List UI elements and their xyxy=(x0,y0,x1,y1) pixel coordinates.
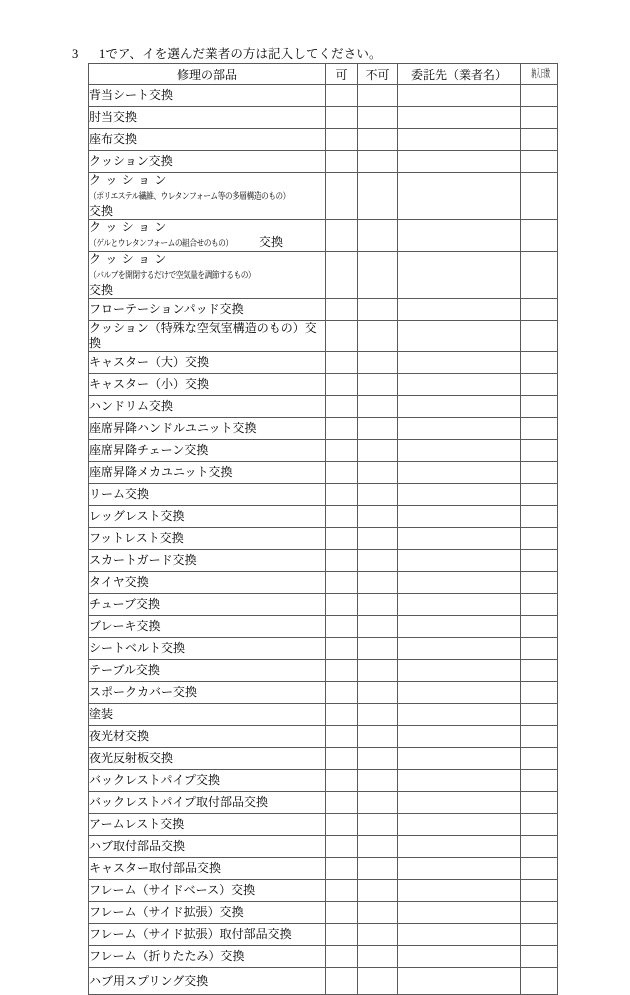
table-row xyxy=(89,858,558,880)
cell-ng[interactable] xyxy=(358,528,398,550)
cell-part-name: バックレストパイプ取付部品交換 xyxy=(89,792,326,814)
table-row xyxy=(89,107,558,129)
part-name-note: （バルブを開閉するだけで空気量を調節するもの） xyxy=(89,270,256,280)
cell-ok[interactable] xyxy=(326,638,358,660)
table-row xyxy=(89,396,558,418)
cell-days[interactable] xyxy=(521,704,558,726)
cell-ok[interactable] xyxy=(326,968,358,995)
cell-part-name: 肘当交換 xyxy=(89,107,326,129)
cell-ok[interactable] xyxy=(326,660,358,682)
cell-ng[interactable] xyxy=(358,321,398,352)
cell-ok[interactable] xyxy=(326,299,358,321)
cell-ng[interactable] xyxy=(358,418,398,440)
cell-ok[interactable] xyxy=(326,726,358,748)
cell-days[interactable] xyxy=(521,321,558,352)
section-heading xyxy=(72,47,382,62)
cell-part-name xyxy=(89,252,326,299)
cell-ng[interactable] xyxy=(358,572,398,594)
cell-days[interactable] xyxy=(521,880,558,902)
cell-ok[interactable] xyxy=(326,173,358,220)
cell-vendor[interactable] xyxy=(398,462,521,484)
cell-days[interactable] xyxy=(521,792,558,814)
cell-ok[interactable] xyxy=(326,550,358,572)
table-row xyxy=(89,252,558,299)
cell-part-name: アームレスト交換 xyxy=(89,814,326,836)
cell-vendor[interactable] xyxy=(398,880,521,902)
cell-vendor[interactable] xyxy=(398,85,521,107)
cell-days[interactable] xyxy=(521,107,558,129)
table-header-row xyxy=(89,64,558,85)
cell-vendor[interactable] xyxy=(398,550,521,572)
cell-ng[interactable] xyxy=(358,946,398,968)
cell-vendor[interactable] xyxy=(398,792,521,814)
cell-ng[interactable] xyxy=(358,814,398,836)
cell-days[interactable] xyxy=(521,572,558,594)
cell-ng[interactable] xyxy=(358,440,398,462)
table-row xyxy=(89,484,558,506)
cell-days[interactable] xyxy=(521,616,558,638)
part-name-suffix: 交換 xyxy=(256,235,284,249)
cell-days[interactable] xyxy=(521,173,558,220)
cell-ok[interactable] xyxy=(326,528,358,550)
part-name-main: クッション xyxy=(89,173,171,187)
cell-ok[interactable] xyxy=(326,704,358,726)
table-row xyxy=(89,770,558,792)
cell-part-name: ハブ用スプリング交換 xyxy=(89,968,326,995)
column-header-days-label: 納入日数 xyxy=(531,68,550,80)
cell-ok[interactable] xyxy=(326,462,358,484)
cell-days[interactable] xyxy=(521,924,558,946)
repair-parts-table xyxy=(88,63,558,995)
table-body xyxy=(89,85,558,995)
table-row xyxy=(89,352,558,374)
cell-days[interactable] xyxy=(521,748,558,770)
cell-part-name: シートベルト交換 xyxy=(89,638,326,660)
cell-vendor[interactable] xyxy=(398,528,521,550)
column-header-days xyxy=(521,64,558,85)
cell-part-name: タイヤ交換 xyxy=(89,572,326,594)
cell-vendor[interactable] xyxy=(398,321,521,352)
cell-vendor[interactable] xyxy=(398,770,521,792)
cell-vendor[interactable] xyxy=(398,814,521,836)
cell-ng[interactable] xyxy=(358,858,398,880)
table-row xyxy=(89,726,558,748)
cell-days[interactable] xyxy=(521,814,558,836)
table-row xyxy=(89,682,558,704)
cell-ng[interactable] xyxy=(358,107,398,129)
cell-ok[interactable] xyxy=(326,902,358,924)
cell-ok[interactable] xyxy=(326,792,358,814)
cell-part-name: ブレーキ交換 xyxy=(89,616,326,638)
cell-ok[interactable] xyxy=(326,252,358,299)
cell-days[interactable] xyxy=(521,484,558,506)
cell-ng[interactable] xyxy=(358,792,398,814)
cell-days[interactable] xyxy=(521,528,558,550)
cell-part-name: ハンドリム交換 xyxy=(89,396,326,418)
cell-days[interactable] xyxy=(521,462,558,484)
table-row xyxy=(89,440,558,462)
cell-days[interactable] xyxy=(521,299,558,321)
cell-ng[interactable] xyxy=(358,902,398,924)
cell-ng[interactable] xyxy=(358,770,398,792)
cell-ng[interactable] xyxy=(358,704,398,726)
cell-vendor[interactable] xyxy=(398,572,521,594)
cell-days[interactable] xyxy=(521,638,558,660)
cell-vendor[interactable] xyxy=(398,748,521,770)
cell-ng[interactable] xyxy=(358,638,398,660)
column-header-part: 修理の部品 xyxy=(89,64,326,85)
cell-ng[interactable] xyxy=(358,396,398,418)
cell-ok[interactable] xyxy=(326,484,358,506)
cell-vendor[interactable] xyxy=(398,616,521,638)
cell-ng[interactable] xyxy=(358,462,398,484)
cell-vendor[interactable] xyxy=(398,858,521,880)
cell-vendor[interactable] xyxy=(398,704,521,726)
table-row xyxy=(89,151,558,173)
cell-ng[interactable] xyxy=(358,682,398,704)
cell-days[interactable] xyxy=(521,770,558,792)
cell-ng[interactable] xyxy=(358,173,398,220)
table-row xyxy=(89,792,558,814)
cell-part-name: フレーム（折りたたみ）交換 xyxy=(89,946,326,968)
cell-part-name: クッション交換 xyxy=(89,151,326,173)
column-header-ok: 可 xyxy=(326,64,358,85)
cell-days[interactable] xyxy=(521,151,558,173)
cell-ok[interactable] xyxy=(326,814,358,836)
cell-part-name: 座席昇降ハンドルユニット交換 xyxy=(89,418,326,440)
cell-days[interactable] xyxy=(521,858,558,880)
cell-vendor[interactable] xyxy=(398,594,521,616)
cell-ok[interactable] xyxy=(326,85,358,107)
cell-part-name: キャスター取付部品交換 xyxy=(89,858,326,880)
cell-part-name: フレーム（サイドベース）交換 xyxy=(89,880,326,902)
cell-ng[interactable] xyxy=(358,352,398,374)
cell-vendor[interactable] xyxy=(398,682,521,704)
cell-part-name: ハブ取付部品交換 xyxy=(89,836,326,858)
cell-days[interactable] xyxy=(521,252,558,299)
table-row xyxy=(89,902,558,924)
cell-vendor[interactable] xyxy=(398,946,521,968)
cell-part-name: 夜光反射板交換 xyxy=(89,748,326,770)
cell-vendor[interactable] xyxy=(398,299,521,321)
cell-ok[interactable] xyxy=(326,396,358,418)
cell-ok[interactable] xyxy=(326,572,358,594)
table-row xyxy=(89,220,558,252)
cell-ng[interactable] xyxy=(358,968,398,995)
table-row xyxy=(89,924,558,946)
cell-days[interactable] xyxy=(521,418,558,440)
cell-vendor[interactable] xyxy=(398,440,521,462)
cell-days[interactable] xyxy=(521,550,558,572)
table-row xyxy=(89,814,558,836)
cell-days[interactable] xyxy=(521,129,558,151)
cell-days[interactable] xyxy=(521,440,558,462)
cell-ng[interactable] xyxy=(358,220,398,252)
table-row xyxy=(89,462,558,484)
cell-part-name: フットレスト交換 xyxy=(89,528,326,550)
cell-vendor[interactable] xyxy=(398,660,521,682)
cell-ok[interactable] xyxy=(326,107,358,129)
cell-days[interactable] xyxy=(521,352,558,374)
cell-ng[interactable] xyxy=(358,299,398,321)
cell-ok[interactable] xyxy=(326,924,358,946)
part-name-suffix: 交換 xyxy=(89,204,114,218)
cell-ok[interactable] xyxy=(326,946,358,968)
cell-part-name: 背当シート交換 xyxy=(89,85,326,107)
cell-ok[interactable] xyxy=(326,506,358,528)
cell-part-name: チューブ交換 xyxy=(89,594,326,616)
cell-part-name: 座席昇降チェーン交換 xyxy=(89,440,326,462)
cell-ng[interactable] xyxy=(358,660,398,682)
cell-part-name: フローテーションパッド交換 xyxy=(89,299,326,321)
cell-ok[interactable] xyxy=(326,616,358,638)
table-row xyxy=(89,572,558,594)
cell-ng[interactable] xyxy=(358,484,398,506)
cell-days[interactable] xyxy=(521,660,558,682)
cell-ok[interactable] xyxy=(326,880,358,902)
column-header-ng: 不可 xyxy=(358,64,398,85)
cell-days[interactable] xyxy=(521,220,558,252)
cell-days[interactable] xyxy=(521,968,558,995)
cell-part-name: 夜光材交換 xyxy=(89,726,326,748)
cell-part-name: スカートガード交換 xyxy=(89,550,326,572)
cell-vendor[interactable] xyxy=(398,726,521,748)
cell-part-name: キャスター（大）交換 xyxy=(89,352,326,374)
table-row xyxy=(89,836,558,858)
table-row xyxy=(89,321,558,352)
cell-days[interactable] xyxy=(521,85,558,107)
cell-part-name: バックレストパイプ交換 xyxy=(89,770,326,792)
part-name-suffix: 交換 xyxy=(89,283,114,297)
table-row xyxy=(89,704,558,726)
cell-vendor[interactable] xyxy=(398,506,521,528)
cell-ng[interactable] xyxy=(358,85,398,107)
table-row xyxy=(89,299,558,321)
cell-vendor[interactable] xyxy=(398,252,521,299)
table-row xyxy=(89,550,558,572)
cell-days[interactable] xyxy=(521,836,558,858)
cell-ng[interactable] xyxy=(358,748,398,770)
cell-part-name: テーブル交換 xyxy=(89,660,326,682)
cell-ok[interactable] xyxy=(326,352,358,374)
section-heading-text: 1でア、イを選んだ業者の方は記入してください。 xyxy=(99,47,382,61)
cell-vendor[interactable] xyxy=(398,129,521,151)
part-name-main: クッション xyxy=(89,252,171,266)
cell-part-name: クッション（特殊な空気室構造のもの）交換 xyxy=(89,321,326,352)
table-row xyxy=(89,946,558,968)
cell-days[interactable] xyxy=(521,902,558,924)
cell-part-name: キャスター（小）交換 xyxy=(89,374,326,396)
cell-days[interactable] xyxy=(521,594,558,616)
cell-days[interactable] xyxy=(521,726,558,748)
cell-vendor[interactable] xyxy=(398,968,521,995)
cell-vendor[interactable] xyxy=(398,484,521,506)
cell-ok[interactable] xyxy=(326,440,358,462)
table-row xyxy=(89,506,558,528)
cell-ok[interactable] xyxy=(326,748,358,770)
cell-part-name: リーム交換 xyxy=(89,484,326,506)
cell-vendor[interactable] xyxy=(398,151,521,173)
cell-part-name: フレーム（サイド拡張）取付部品交換 xyxy=(89,924,326,946)
cell-ng[interactable] xyxy=(358,924,398,946)
cell-vendor[interactable] xyxy=(398,352,521,374)
cell-part-name: レッグレスト交換 xyxy=(89,506,326,528)
cell-vendor[interactable] xyxy=(398,418,521,440)
cell-days[interactable] xyxy=(521,374,558,396)
cell-ng[interactable] xyxy=(358,151,398,173)
cell-ng[interactable] xyxy=(358,594,398,616)
part-name-note: （ゲルとウレタンフォームの組合せのもの） xyxy=(89,238,233,248)
cell-part-name: 座布交換 xyxy=(89,129,326,151)
cell-ng[interactable] xyxy=(358,880,398,902)
cell-ng[interactable] xyxy=(358,374,398,396)
table-row xyxy=(89,418,558,440)
cell-vendor[interactable] xyxy=(398,374,521,396)
cell-ok[interactable] xyxy=(326,321,358,352)
part-name-main: クッション xyxy=(89,220,171,234)
cell-ok[interactable] xyxy=(326,220,358,252)
cell-ng[interactable] xyxy=(358,550,398,572)
cell-part-name xyxy=(89,220,326,252)
cell-vendor[interactable] xyxy=(398,107,521,129)
table-row xyxy=(89,748,558,770)
cell-vendor[interactable] xyxy=(398,220,521,252)
table-row xyxy=(89,129,558,151)
cell-part-name: 塗装 xyxy=(89,704,326,726)
cell-ng[interactable] xyxy=(358,129,398,151)
cell-part-name: 座席昇降メカユニット交換 xyxy=(89,462,326,484)
table-row xyxy=(89,660,558,682)
cell-days[interactable] xyxy=(521,506,558,528)
cell-ok[interactable] xyxy=(326,836,358,858)
cell-ng[interactable] xyxy=(358,506,398,528)
column-header-vendor: 委託先（業者名） xyxy=(398,64,521,85)
cell-ok[interactable] xyxy=(326,374,358,396)
cell-vendor[interactable] xyxy=(398,924,521,946)
cell-ok[interactable] xyxy=(326,770,358,792)
cell-days[interactable] xyxy=(521,682,558,704)
cell-ng[interactable] xyxy=(358,252,398,299)
table-row xyxy=(89,528,558,550)
cell-part-name xyxy=(89,173,326,220)
table-row xyxy=(89,594,558,616)
cell-ng[interactable] xyxy=(358,726,398,748)
cell-ng[interactable] xyxy=(358,616,398,638)
cell-ok[interactable] xyxy=(326,418,358,440)
cell-vendor[interactable] xyxy=(398,173,521,220)
cell-vendor[interactable] xyxy=(398,638,521,660)
table-row xyxy=(89,173,558,220)
table-row xyxy=(89,968,558,995)
cell-part-name: フレーム（サイド拡張）交換 xyxy=(89,902,326,924)
cell-vendor[interactable] xyxy=(398,836,521,858)
cell-vendor[interactable] xyxy=(398,396,521,418)
table-row xyxy=(89,374,558,396)
cell-days[interactable] xyxy=(521,946,558,968)
cell-ok[interactable] xyxy=(326,129,358,151)
cell-vendor[interactable] xyxy=(398,902,521,924)
table-row xyxy=(89,638,558,660)
cell-days[interactable] xyxy=(521,396,558,418)
part-name-note: （ポリエステル繊維、ウレタンフォーム等の多層構造のもの） xyxy=(89,191,290,201)
table-row xyxy=(89,880,558,902)
cell-part-name: スポークカバー交換 xyxy=(89,682,326,704)
table-row xyxy=(89,616,558,638)
cell-ng[interactable] xyxy=(358,836,398,858)
table-row xyxy=(89,85,558,107)
cell-ok[interactable] xyxy=(326,151,358,173)
cell-ok[interactable] xyxy=(326,682,358,704)
section-number: 3 xyxy=(72,47,79,61)
cell-ok[interactable] xyxy=(326,594,358,616)
cell-ok[interactable] xyxy=(326,858,358,880)
